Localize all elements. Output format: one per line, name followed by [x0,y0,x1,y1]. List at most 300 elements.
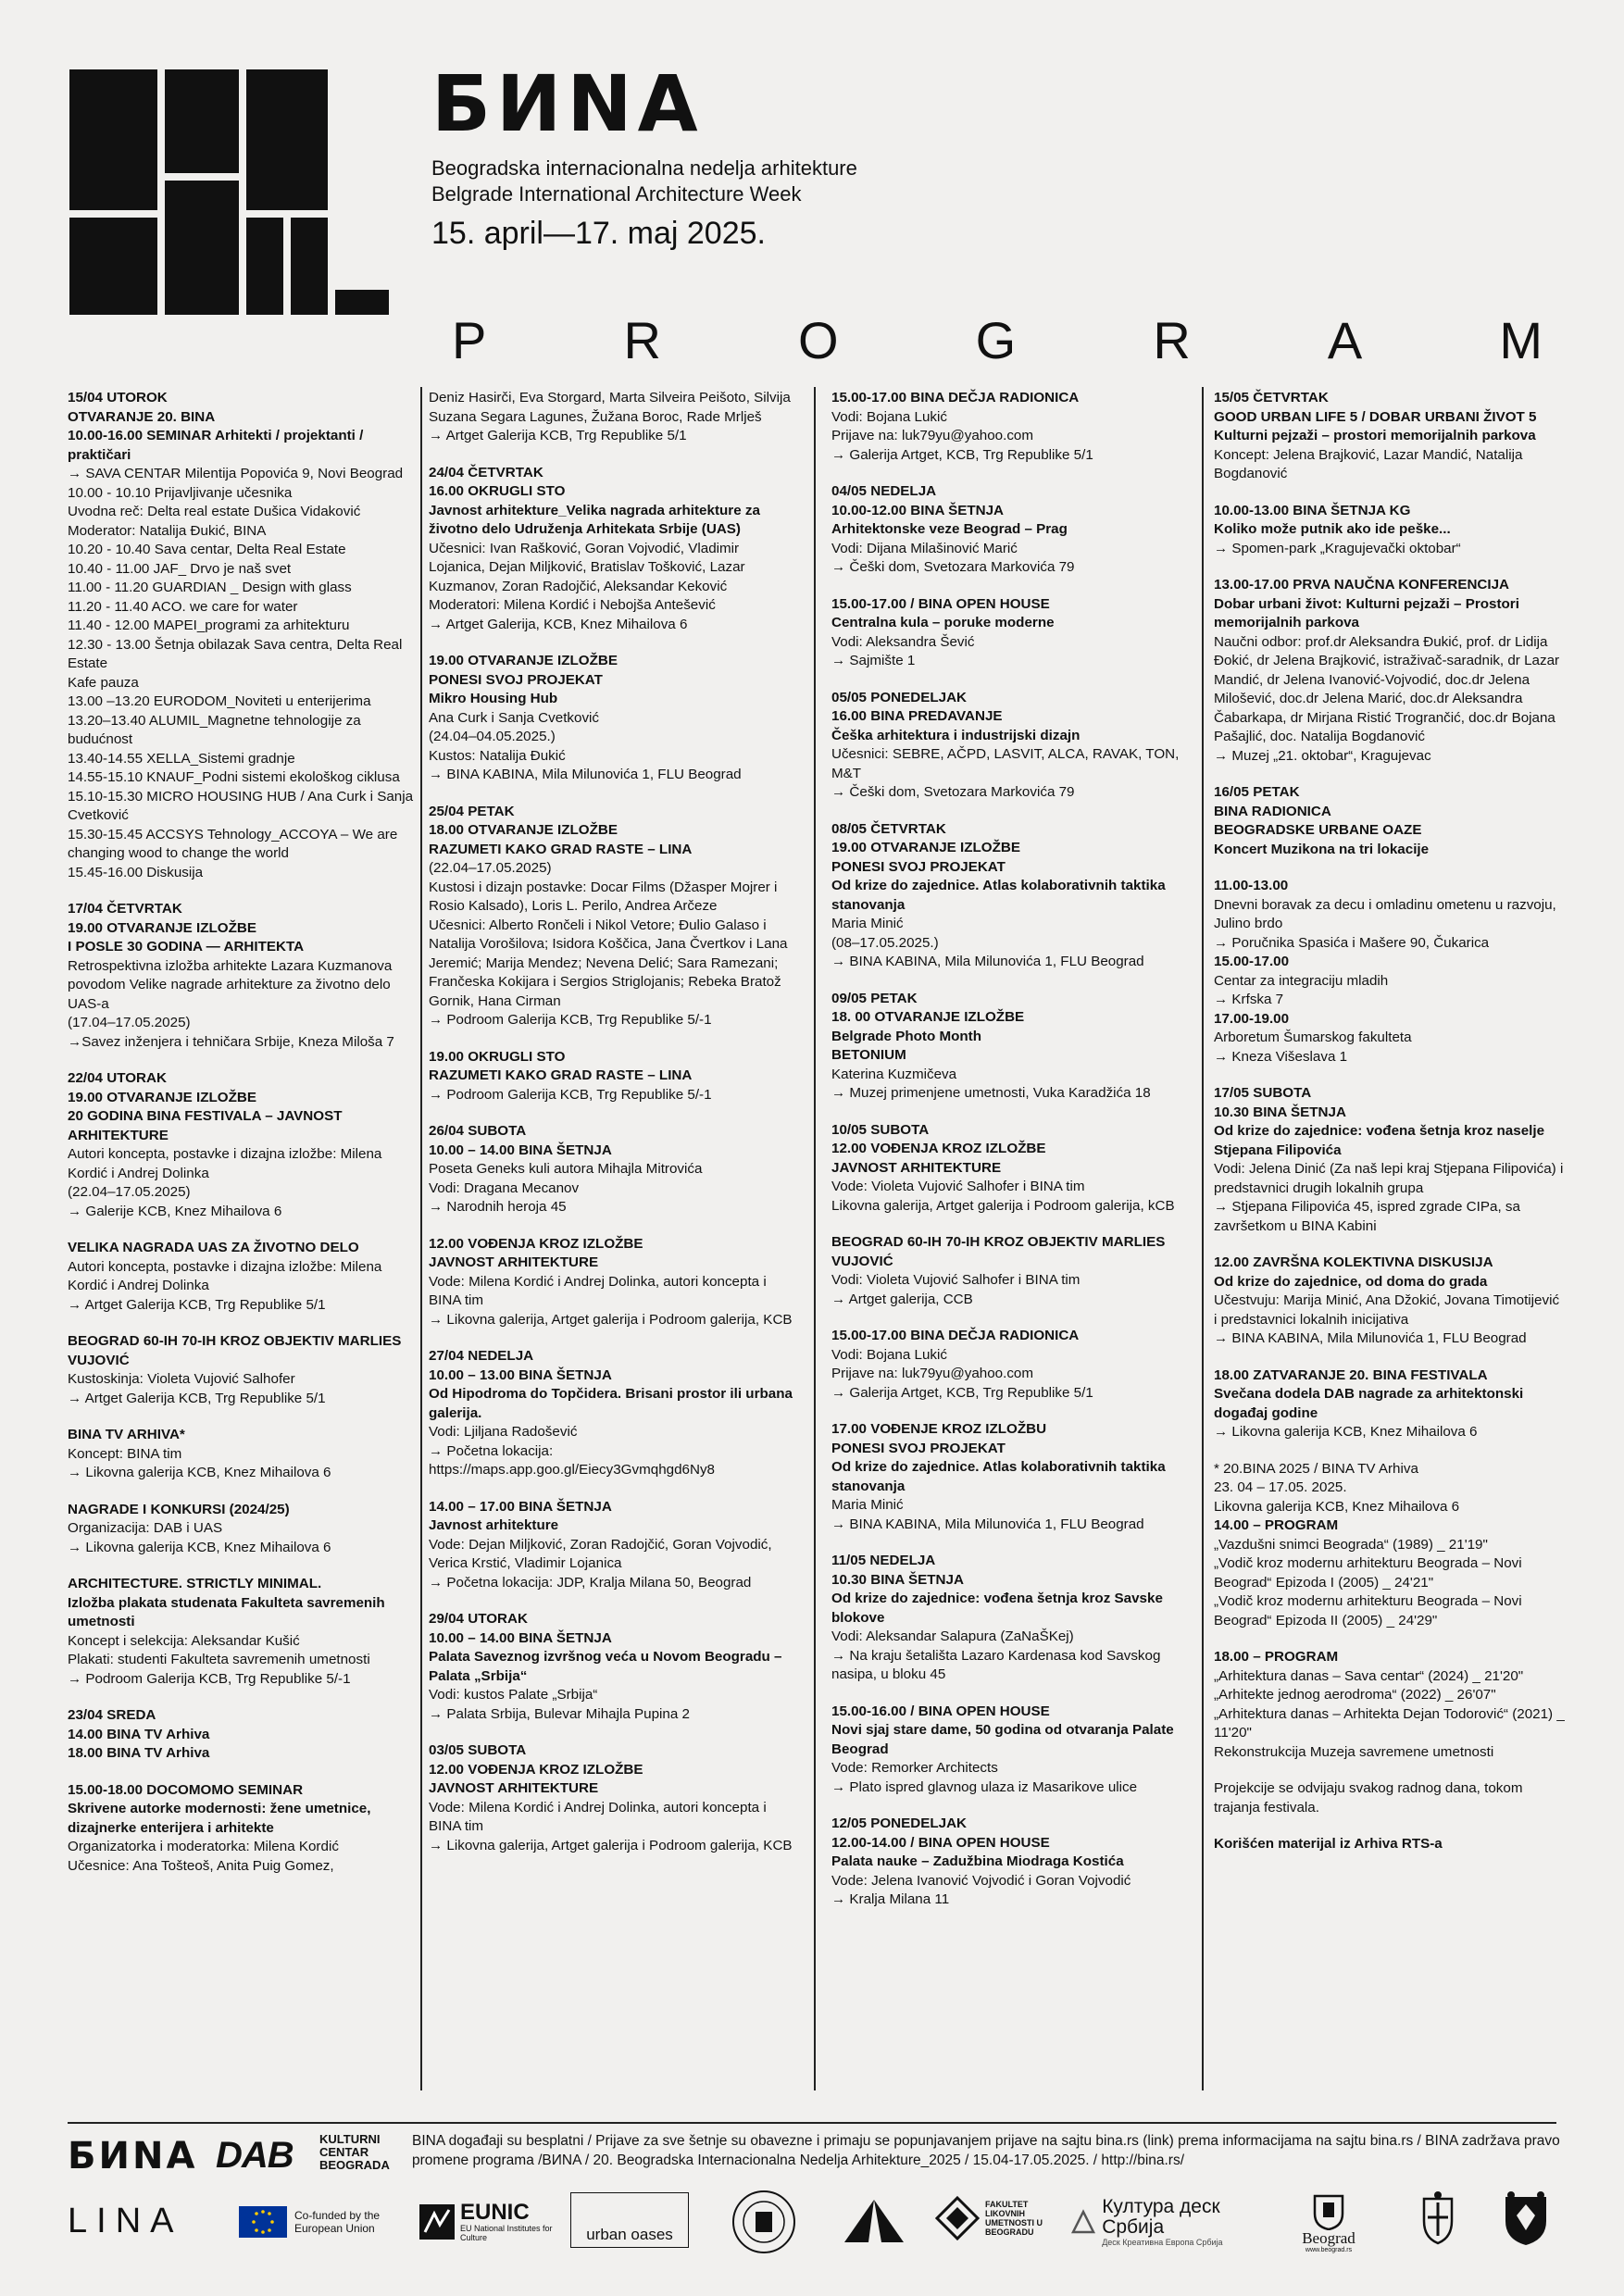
event-detail: Prijave na: luk79yu@yahoo.com [831,1366,1034,1381]
program-event [429,1122,794,1217]
event-heading: Palata nauke – Zadužbina Miodraga Kostića [831,1853,1124,1869]
urban-oases-text: urban oases [586,2226,673,2243]
event-detail: → Poručnika Spasića i Mašere 90, Čukarica [1214,934,1490,951]
program-event [1214,1648,1566,1762]
event-detail: Vodi: Dragana Mecanov [429,1179,580,1196]
event-detail: Učesnici: Ivan Rašković, Goran Vojvodić, Vladimir Lojanica, Dejan Miljković, Bratislav Tošković, Lazar Kuzmanov, Zoran Radojčić, Aleksandar Keković [429,540,745,594]
event-detail: * 20.BINA 2025 / BINA TV Arhiva [1214,1460,1418,1477]
program-event [68,1781,418,1877]
event-heading: 15/05 ČETVRTAK [1214,390,1329,406]
subtitle-sr: Beogradska internacionalna nedelja arhitekture [431,156,857,180]
program-event [831,1420,1194,1534]
program-event [831,1703,1194,1798]
kultura-desk-logo [1069,2196,1282,2247]
urban-oases-logo [570,2192,689,2248]
footer-divider [68,2122,1556,2124]
event-detail: → Podroom Galerija KCB, Trg Republike 5/-1 [429,1012,712,1028]
event-heading: Javnost arhitekture_Velika nagrada arhitekture za životno delo Udruženja Arhitekata Srbije (UAS) [429,502,760,537]
event-detail: Vodi: Bojana Lukić [831,408,947,425]
event-heading: 16.00 BINA PREDAVANJE [831,708,1003,724]
event-detail: Moderatori: Milena Kordić i Nebojša Antešević [429,597,716,613]
program-event [1214,877,1566,1067]
event-heading: PONESI SVOJ PROJEKAT [831,858,1006,875]
event-detail: → Muzej primenjene umetnosti, Vuka Karadžića 18 [831,1085,1151,1101]
program-event [68,1069,418,1221]
event-detail: → Stjepana Filipovića 45, ispred zgrade CIPa, sa završetkom u BINA Kabini [1214,1199,1520,1234]
event-heading: 15.00-17.00 / BINA OPEN HOUSE [831,595,1050,612]
event-detail: Likovna galerija, Artget galerija i Podroom galerija, kCB [831,1197,1175,1214]
kcb-logo: KULTURNI CENTAR BEOGRADA [319,2132,390,2172]
event-detail: Poseta Geneks kuli autora Mihajla Mitrovića [429,1161,703,1177]
event-detail: Učesnici: Alberto Rončeli i Nikol Vetore; Đulio Galaso i Natalija Vorošilova; Isidora Koščica, Jana Čvertkov i Lana Jeremić; Marija Mendez; Nevena Delić; Sara Ramezani; Frančeska Kokijara i Sergios Striglojanis; Rebeka Bratož Gornik, Hana Cirman [429,917,788,1009]
event-detail: Vode: Remorker Architects [831,1760,998,1776]
flu-logo [935,2192,1074,2244]
flu-icon [935,2196,980,2240]
event-detail: Vodi: Dijana Milašinović Marić [831,540,1018,556]
event-detail: Vodi: Aleksandra Šević [831,633,975,650]
event-detail: Projekcije se odvijaju svakog radnog dana, tokom trajanja festivala. [1214,1780,1523,1816]
program-event [1214,1779,1566,1817]
event-detail: → Palata Srbija, Bulevar Mihajla Pupina 2 [429,1705,690,1722]
event-detail: → Podroom Galerija KCB, Trg Republike 5/-1 [68,1670,351,1687]
event-heading: 18.00 BINA TV Arhiva [68,1745,210,1761]
event-detail: Autori koncepta, postavke i dizajna izložbe: Milena Kordić i Andrej Dolinka [68,1146,382,1181]
beograd-text: Beograd [1302,2229,1355,2247]
event-detail: → BINA KABINA, Mila Milunovića 1, FLU Beograd [831,954,1144,969]
kultura-desk-title: Култура деск Србија [1102,2196,1220,2238]
event-detail: → Artget Galerija KCB, Trg Republike 5/1 [429,428,687,443]
event-heading: ARCHITECTURE. STRICTLY MINIMAL. [68,1576,322,1591]
event-heading: 15.00-17.00 BINA DEČJA RADIONICA [831,390,1080,406]
program-event [1214,576,1566,766]
event-heading: 12.00 ZAVRŠNA KOLEKTIVNA DISKUSIJA [1214,1254,1493,1270]
event-heading: NAGRADE I KONKURSI (2024/25) [68,1501,290,1517]
event-detail: → Kneza Višeslava 1 [1214,1048,1348,1065]
event-detail: 15.30-15.45 ACCSYS Tehnology_ACCOYA – We are changing wood to change the world [68,826,398,861]
dab-logo: DAB [216,2135,294,2176]
event-detail: „Vazdušni snimci Beograda“ (1989) _ 21'19" [1214,1536,1488,1553]
mountain-logo-icon [841,2196,907,2247]
event-heading: Od krize do zajednice, od doma do grada [1214,1273,1488,1290]
event-detail: 10.20 - 10.40 Sava centar, Delta Real Estate [68,542,346,557]
event-heading: Od Hipodroma do Topčidera. Brisani prostor ili urbana galerija. [429,1386,793,1421]
event-detail: Katerina Kuzmičeva [831,1066,957,1082]
event-heading: 23/04 SREDA [68,1707,156,1723]
event-detail: Vodi: Jelena Dinić (Za naš lepi kraj Stjepana Filipovića) i predstavnici drugih lokalnih grupa [1214,1161,1564,1196]
event-heading: 03/05 SUBOTA [429,1742,527,1758]
program-event [429,1048,794,1105]
event-detail: Maria Minić [831,916,904,931]
event-detail: Naučni odbor: prof.dr Aleksandra Đukić, prof. dr Lidija Đokić, dr Jelena Brajković, istraživač-saradnik, dr Lazar Mandić, dr Jelena Ivanović-Vojvodić, doc.dr Jelena Milošević, doc.dr Jelena Marić, doc.dr Aleksandra Čabarkapa, dr Mirjana Ristić Trogrančić, doc.dr Bojana Pašajlić, doc. Natalija Bogdanović [1214,633,1560,744]
republic-serbia-coat-of-arms-icon [1415,2190,1461,2249]
event-detail: →Savez inženjera i tehničara Srbije, Kneza Miloša 7 [68,1033,394,1050]
event-heading: 19.00 OTVARANJE IZLOŽBE [831,840,1020,855]
event-detail: → Likovna galerija KCB, Knez Mihailova 6 [68,1539,331,1555]
program-event [831,595,1194,671]
event-detail: 11.20 - 11.40 ACO. we care for water [68,598,298,615]
eunic-title: EUNIC [460,2200,530,2225]
event-heading: Od krize do zajednice: vođena šetnja kroz naselje Stjepana Filipovića [1214,1123,1545,1158]
eunic-sub: EU National Institutes for Culture [460,2224,553,2242]
event-heading: Koncert Muzikona na tri lokacije [1214,841,1430,857]
event-detail: Vodi: kustos Palate „Srbija“ [429,1687,598,1703]
event-heading: 11.00-13.00 [1214,878,1289,893]
event-detail: → Likovna galerija KCB, Knez Mihailova 6 [68,1465,331,1480]
event-heading: 17/04 ČETVRTAK [68,901,182,917]
program-letter: O [798,311,841,369]
event-heading: VELIKA NAGRADA UAS ZA ŽIVOTNO DELO [68,1240,359,1255]
program-event [68,389,418,882]
event-heading: 20 GODINA BINA FESTIVALA – JAVNOST ARHITEKTURE [68,1108,343,1143]
event-detail: Kustos: Natalija Đukić [429,747,566,764]
event-detail: Likovna galerija KCB, Knez Mihailova 6 [1214,1498,1460,1515]
event-detail: „Vodič kroz modernu arhitekturu Beograda – Novi Beograd“ Epizoda II (2005) _ 24'29" [1214,1593,1522,1628]
program-letter: A [1327,311,1365,369]
program-event [429,1741,794,1855]
event-heading: Centralna kula – poruke moderne [831,615,1055,630]
program-event [68,1332,418,1408]
event-detail: → Likovna galerija, Artget galerija i Podroom galerija, KCB [429,1837,793,1853]
event-detail: Vode: Milena Kordić i Andrej Dolinka, autori koncepta i BINA tim [429,1273,767,1308]
event-detail: Kafe pauza [68,674,139,691]
event-heading: BETONIUM [831,1047,906,1063]
event-detail: (22.04–17.05.2025) [68,1184,191,1200]
event-heading: 19.00 OKRUGLI STO [429,1048,566,1065]
event-detail: 13.00 –13.20 EURODOM_Noviteti u enterijerima [68,693,371,709]
event-heading: Belgrade Photo Month [831,1028,981,1044]
event-heading: 22/04 UTORAK [68,1070,167,1086]
event-heading: Dobar urbani život: Kulturni pejzaži – Prostori memorijalnih parkova [1214,595,1519,630]
event-detail: 10.00 - 10.10 Prijavljivanje učesnika [68,484,293,501]
program-letter: G [975,311,1018,369]
event-detail: Ana Curk i Sanja Cvetković [429,709,600,726]
event-detail: → Sajmište 1 [831,653,916,668]
event-heading: 12/05 PONEDELJAK [831,1816,968,1831]
event-heading: 19.00 OTVARANJE IZLOŽBE [68,919,256,936]
eunic-icon [419,2204,455,2240]
event-detail: Učestvuju: Marija Minić, Ana Džokić, Jovana Timotijević i predstavnici lokalnih inicijativa [1214,1292,1560,1328]
program-letter: P [452,311,489,369]
program-event [831,1552,1194,1685]
event-heading: Češka arhitektura i industrijski dizajn [831,727,1081,743]
program-event [68,1426,418,1483]
event-heading: BEOGRAD 60-IH 70-IH KROZ OBJEKTIV MARLIES VUJOVIĆ [68,1333,402,1368]
event-heading: 25/04 PETAK [429,803,515,819]
event-detail: → Češki dom, Svetozara Markovića 79 [831,559,1075,575]
university-seal-icon [731,2190,796,2254]
event-detail: → Na kraju šetališta Lazaro Kardenasa kod Savskog nasipa, u bloku 45 [831,1647,1161,1682]
event-detail: → Artget Galerija KCB, Trg Republike 5/1 [68,1296,326,1313]
event-heading: 14.00 – 17.00 BINA ŠETNJA [429,1498,612,1515]
event-detail: (17.04–17.05.2025) [68,1015,191,1030]
eunic-logo [419,2202,558,2242]
event-heading: 18.00 – PROGRAM [1214,1649,1339,1665]
footer-notice: BINA događaji su besplatni / Prijave za sve šetnje su obavezne i primaju se popunjavanjem prijave na sajtu bina.rs (link) prema informacijama na sajtu bina.rs / BINA zadržava pravo promene programa /BИNA / 20. Beogradska Internacionalna Nedelja Arhitekture_2025 / 15.04-17.05.2025. / http://bina.rs/ [412,2133,1560,2168]
event-detail: → Muzej „21. oktobar“, Kragujevac [1214,747,1431,764]
event-detail: Vode: Jelena Ivanović Vojvodić i Goran Vojvodić [831,1872,1131,1889]
event-detail: → Kralja Milana 11 [831,1891,950,1907]
beograd-url: www.beograd.rs [1305,2247,1353,2253]
event-detail: → BINA KABINA, Mila Milunovića 1, FLU Beograd [429,767,742,782]
event-heading: RAZUMETI KAKO GRAD RASTE – LINA [429,841,693,857]
event-heading: OTVARANJE 20. BINA [68,408,216,425]
event-detail: (24.04–04.05.2025.) [429,729,556,744]
event-detail: 11.00 - 11.20 GUARDIAN _ Design with glass [68,580,352,595]
event-detail: → Početna lokacija: JDP, Kralja Milana 50, Beograd [429,1574,752,1591]
event-detail: Organizatorka i moderatorka: Milena Kordić [68,1839,339,1854]
event-detail: → BINA KABINA, Mila Milunovića 1, FLU Beograd [831,1516,1144,1532]
event-detail: Autori koncepta, postavke i dizajna izložbe: Milena Kordić i Andrej Dolinka [68,1258,382,1293]
program-event [429,1347,794,1480]
event-detail: → Krfska 7 [1214,992,1284,1007]
event-detail: → Artget galerija, CCB [831,1291,973,1307]
event-heading: JAVNOST ARHITEKTURE [429,1780,599,1796]
event-detail: → Podroom Galerija KCB, Trg Republike 5/-1 [429,1086,712,1103]
column-divider [1202,387,1204,2090]
column-divider [420,387,422,2090]
event-detail: Organizacija: DAB i UAS [68,1520,223,1536]
event-detail: Centar za integraciju mladih [1214,972,1389,989]
event-heading: 04/05 NEDELJA [831,483,937,499]
event-heading: 17.00-19.00 [1214,1010,1290,1027]
beograd-logo [1292,2187,1366,2261]
event-detail: 23. 04 – 17.05. 2025. [1214,1479,1347,1495]
event-heading: 17.00 VOĐENJE KROZ IZLOŽBU [831,1421,1047,1437]
event-heading: Korišćen materijal iz Arhiva RTS-a [1214,1836,1443,1852]
event-heading: 16.00 OKRUGLI STO [429,483,566,499]
event-heading: 10.00 – 13.00 BINA ŠETNJA [429,1366,612,1383]
event-heading: 12.00 VOĐENJA KROZ IZLOŽBE [429,1235,643,1252]
program-column-4 [1214,389,1566,1872]
event-heading: 15/04 UTOROK [68,390,168,406]
program-column-1 [68,389,418,1893]
program-event [1214,1254,1566,1349]
event-heading: BEOGRADSKE URBANE OAZE [1214,822,1422,838]
event-heading: 05/05 PONEDELJAK [831,689,968,705]
header [431,58,857,252]
event-heading: Svečana dodela DAB nagrade za arhitektonski događaj godine [1214,1386,1524,1421]
event-heading: 11/05 NEDELJA [831,1553,936,1568]
program-title [452,310,1544,370]
event-heading: 10.30 BINA ŠETNJA [1214,1104,1346,1120]
event-detail: → Narodnih heroja 45 [429,1199,567,1215]
event-heading: GOOD URBAN LIFE 5 / DOBAR URBANI ŽIVOT 5 [1214,408,1537,425]
event-detail: 13.20–13.40 ALUMIL_Magnetne tehnologije za budućnost [68,712,361,747]
program-event [831,389,1194,465]
event-heading: 10.00 – 14.00 BINA ŠETNJA [429,1629,612,1646]
program-event [1214,783,1566,859]
subtitle-en: Belgrade International Architecture Week [431,181,802,206]
program-event [831,820,1194,972]
eu-logo-text: Co-funded by the European Union [294,2209,381,2235]
event-heading: 12.00 VOĐENJA KROZ IZLOŽBE [831,1141,1046,1156]
column-divider [814,387,816,2090]
event-detail: → Likovna galerija KCB, Knez Mihailova 6 [1214,1424,1478,1440]
event-detail: Maria Minić [831,1497,904,1513]
event-detail: → SAVA CENTAR Milentija Popovića 9, Novi Beograd [68,466,404,481]
event-detail: (22.04–17.05.2025) [429,860,552,876]
lina-logo: LINA [68,2202,183,2240]
program-event [1214,502,1566,559]
event-heading: 13.00-17.00 PRVA NAUČNA KONFERENCIJA [1214,577,1510,593]
program-event [831,1815,1194,1910]
program-event [831,990,1194,1104]
event-heading: 14.00 BINA TV Arhiva [68,1726,210,1742]
program-event [1214,1366,1566,1442]
municipality-coat-of-arms-icon [1498,2190,1554,2249]
program-column-2 [429,389,794,1873]
event-detail: → Spomen-park „Kragujevački oktobar“ [1214,540,1461,556]
program-event [429,1498,794,1593]
event-heading: 17/05 SUBOTA [1214,1085,1312,1101]
event-heading: Od krize do zajednice. Atlas kolaborativnih taktika stanovanja [831,1459,1166,1494]
program-event [68,1706,418,1764]
event-detail: 15.10-15.30 MICRO HOUSING HUB / Ana Curk i Sanja Cvetković [68,788,414,823]
event-detail: 14.55-15.10 KNAUF_Podni sistemi ekološkog ciklusa [68,769,400,785]
event-heading: 10.00-12.00 BINA ŠETNJA [831,502,1004,518]
event-detail: → Početna lokacija: https://maps.app.goo.gl/Eiecy3Gvmqhgd6Ny8 [429,1442,715,1478]
event-heading: Kulturni pejzaži – prostori memorijalnih parkova [1214,428,1536,443]
program-event [429,1610,794,1724]
event-detail: Učesnice: Ana Tošteoš, Anita Puig Gomez, [68,1857,334,1874]
brand-logo: БИNА [431,58,704,149]
event-heading: 26/04 SUBOTA [429,1123,527,1139]
bina-20-logo-mark [69,69,389,315]
event-detail: Kustoskinja: Violeta Vujović Salhofer [68,1371,295,1387]
program-event [831,689,1194,803]
program-event [1214,1835,1566,1854]
event-heading: PONESI SVOJ PROJEKAT [429,671,603,688]
event-heading: 15.00-17.00 BINA DEČJA RADIONICA [831,1328,1080,1343]
event-heading: 08/05 ČETVRTAK [831,820,946,837]
event-heading: 10.30 BINA ŠETNJA [831,1571,964,1588]
event-heading: JAVNOST ARHITEKTURE [429,1254,599,1270]
event-heading: 19.00 OTVARANJE IZLOŽBE [429,653,618,668]
program-event [831,1327,1194,1403]
event-heading: 14.00 – PROGRAM [1214,1517,1339,1533]
event-detail: „Arhitektura danas – Arhitekta Dejan Todorović“ (2021) _ 11'20" [1214,1705,1565,1741]
event-detail: → Galerija Artget, KCB, Trg Republike 5/1 [831,446,1093,463]
event-heading: Arhitektonske veze Beograd – Prag [831,521,1068,537]
eu-flag-icon [239,2206,287,2238]
event-heading: I POSLE 30 GODINA — ARHITEKTA [68,939,305,955]
kultura-desk-icon [1069,2208,1096,2236]
event-heading: Koliko može putnik ako ide peške... [1214,521,1451,537]
event-detail: Plakati: studenti Fakulteta savremenih umetnosti [68,1652,370,1667]
event-detail: Koncept: Jelena Brajković, Lazar Mandić, Natalija Bogdanović [1214,446,1523,481]
event-detail: → Artget Galerija KCB, Trg Republike 5/1 [68,1390,326,1406]
festival-dates: 15. april—17. maj 2025. [431,216,766,251]
event-heading: Od krize do zajednice: vođena šetnja kroz Savske blokove [831,1591,1163,1626]
event-detail: „Arhitekte jednog aerodroma“ (2022) _ 26'07" [1214,1687,1496,1703]
program-letter: R [1153,311,1193,369]
event-detail: → Likovna galerija, Artget galerija i Podroom galerija, KCB [429,1311,793,1328]
event-detail: Učesnici: SEBRE, AČPD, LASVIT, ALCA, RAVAK, TON, M&T [831,746,1180,781]
event-detail: Prijave na: luk79yu@yahoo.com [831,428,1034,443]
event-heading: BEOGRAD 60-IH 70-IH KROZ OBJEKTIV MARLIES VUJOVIĆ [831,1234,1166,1269]
event-detail: 10.40 - 11.00 JAF_ Drvo je naš svet [68,560,292,577]
event-detail: (08–17.05.2025.) [831,934,939,951]
event-heading: 15.00-18.00 DOCOMOMO SEMINAR [68,1781,304,1798]
event-heading: Izložba plakata studenata Fakulteta savremenih umetnosti [68,1594,385,1629]
event-detail: Kustosi i dizajn postavke: Docar Films (Džasper Mojrer i Rosio Kalsado), Loris L. Perilo, Andrea Arčeze [429,879,778,914]
program-event [1214,389,1566,484]
event-detail: Uvodna reč: Delta real estate Dušica Vidaković [68,504,361,519]
event-detail: Vode: Dejan Miljković, Zoran Radojčić, Goran Vojvodić, Verica Krstić, Vladimir Lojanica [429,1536,772,1571]
event-detail: Vodi: Ljiljana Radošević [429,1424,578,1440]
event-heading: JAVNOST ARHITEKTURE [831,1159,1002,1176]
flu-text: FAKULTET LIKOVNIH UMETNOSTI U BEOGRADU [985,2200,1043,2237]
program-event [68,1501,418,1558]
event-heading: 09/05 PETAK [831,990,918,1006]
program-event [831,1233,1194,1309]
event-detail: 13.40-14.55 XELLA_Sistemi gradnje [68,750,295,767]
event-detail: Koncept i selekcija: Aleksandar Kušić [68,1632,300,1649]
event-heading: 24/04 ČETVRTAK [429,464,543,480]
event-heading: 10.00-13.00 BINA ŠETNJA KG [1214,502,1411,518]
program-event [429,464,794,635]
event-heading: 10.00 – 14.00 BINA ŠETNJA [429,1142,612,1158]
eu-logo [239,2203,433,2240]
event-heading: 18.00 ZATVARANJE 20. BINA FESTIVALA [1214,1366,1488,1383]
program-event [68,900,418,1052]
event-heading: 15.00-16.00 / BINA OPEN HOUSE [831,1703,1050,1719]
event-detail: Vode: Violeta Vujović Salhofer i BINA tim [831,1179,1085,1194]
event-detail: → Galerija Artget, KCB, Trg Republike 5/1 [831,1384,1093,1401]
event-heading: 12.00-14.00 / BINA OPEN HOUSE [831,1834,1050,1851]
event-heading: 29/04 UTORAK [429,1611,528,1627]
program-event [68,1239,418,1315]
event-heading: 18. 00 OTVARANJE IZLOŽBE [831,1009,1025,1025]
program-column-3 [831,389,1194,1928]
event-heading: 12.00 VOĐENJA KROZ IZLOŽBE [429,1761,643,1778]
bina-logo: БИNА [68,2135,198,2177]
event-detail: → Galerije KCB, Knez Mihailova 6 [68,1203,282,1219]
event-detail: Koncept: BINA tim [68,1445,182,1462]
event-detail: → Plato ispred glavnog ulaza iz Masarikove ulice [831,1778,1138,1795]
program-event [429,652,794,785]
event-heading: Mikro Housing Hub [429,691,558,706]
event-detail: Moderator: Natalija Đukić, BINA [68,522,267,539]
event-detail: Retrospektivna izložba arhitekte Lazara Kuzmanova povodom Velike nagrade arhitekture za životno delo UAS-a [68,957,393,1012]
program-event [831,1121,1194,1217]
event-detail: Vodi: Bojana Lukić [831,1346,947,1363]
program-event [831,482,1194,578]
program-event [429,1235,794,1330]
event-heading: 10/05 SUBOTA [831,1121,930,1138]
program-letter: R [623,311,663,369]
event-heading: 18.00 OTVARANJE IZLOŽBE [429,822,618,838]
event-detail: Arboretum Šumarskog fakulteta [1214,1029,1412,1045]
event-detail: Deniz Hasirči, Eva Storgard, Marta Silveira Peišoto, Silvija Suzana Segara Lagunes, Žužana Boroc, Rade Mrlješ [429,390,791,425]
event-detail: → BINA KABINA, Mila Milunovića 1, FLU Beograd [1214,1330,1527,1346]
program-event [429,389,794,446]
event-heading: 27/04 NEDELJA [429,1348,534,1364]
event-heading: BINA TV ARHIVA* [68,1427,185,1442]
event-heading: RAZUMETI KAKO GRAD RASTE – LINA [429,1067,693,1083]
event-detail: Dnevni boravak za decu i omladinu ometenu u razvoju, Julino brdo [1214,896,1556,931]
program-event [68,1575,418,1689]
event-detail: „Arhitektura danas – Sava centar“ (2024) _ 21'20" [1214,1667,1524,1684]
event-heading: Skrivene autorke modernosti: žene umetnice, dizajnerke enterijera i arhitekte [68,1801,371,1836]
beograd-coat-of-arms-icon [1312,2193,1345,2230]
event-heading: Palata Saveznog izvršnog veća u Novom Beogradu – Palata „Srbija“ [429,1649,782,1684]
event-heading: 15.00-17.00 [1214,954,1290,969]
event-detail: Rekonstrukcija Muzeja savremene umetnosti [1214,1743,1494,1760]
event-detail: → Češki dom, Svetozara Markovića 79 [831,784,1075,800]
program-letter: M [1499,311,1544,369]
kultura-desk-sub: Деск Креативна Европа Србија [1102,2238,1223,2247]
